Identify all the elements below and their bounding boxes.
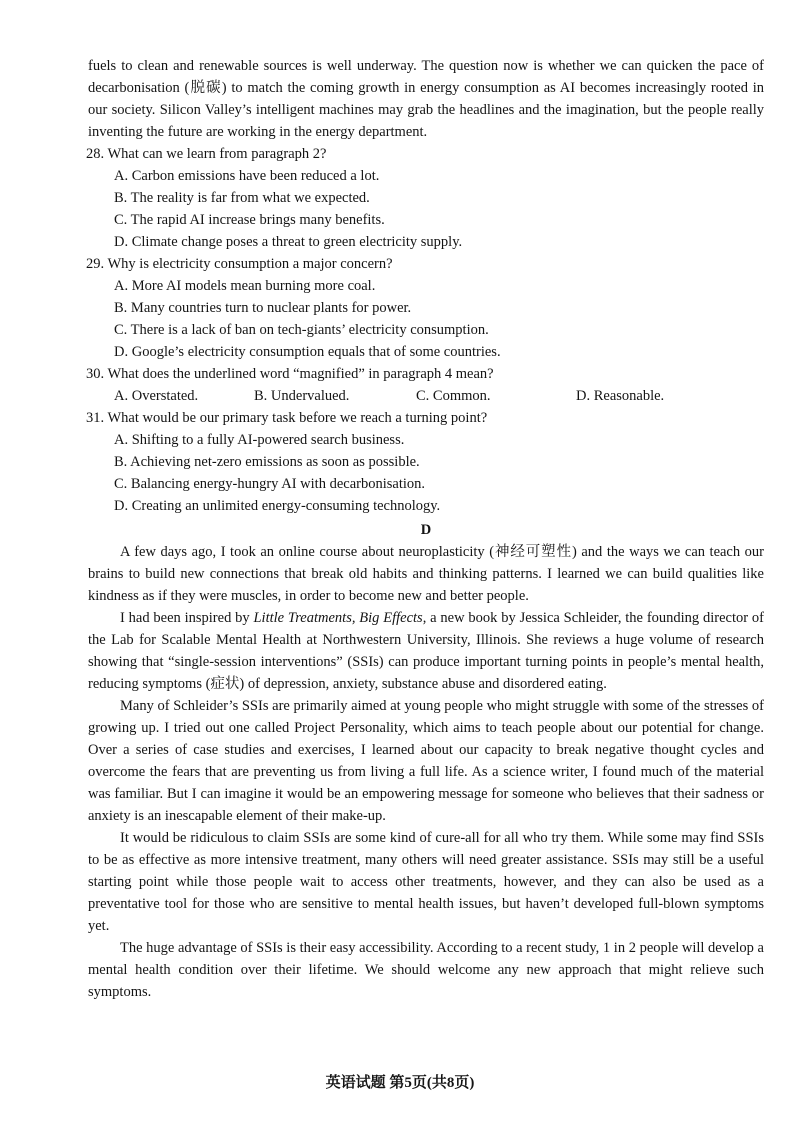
passage-d-paragraph-2 [88,607,764,695]
option-d: D. Creating an unlimited energy-consuming technology. [114,498,441,514]
option-a: A. Overstated. [114,388,199,404]
option-b: B. Achieving net-zero emissions as soon as possible. [114,454,420,470]
option-d: D. Climate change poses a threat to green electricity supply. [114,234,463,250]
passage-c-ending: fuels to clean and renewable sources is well underway. The question now is whether we can quicken the pace of decarbonisation (脱碳) to match the coming growth in energy consumption as AI becomes increasingly rooted in our society. Silicon Valley’s intelligent machines may grab the headlines and the imagination, but the people really inventing the future are working in the energy department. [88,58,764,140]
question-30 [88,363,764,407]
passage-d-paragraph-5: The huge advantage of SSIs is their easy accessibility. According to a recent study, 1 in 2 people will develop a mental health condition over their lifetime. We should welcome any new approach that might relieve such symptoms. [88,940,764,1000]
section-d-label: D [420,522,432,538]
question-stem: 30. What does the underlined word “magnified” in paragraph 4 mean? [86,366,494,382]
option-d: D. Google’s electricity consumption equals that of some countries. [114,344,501,360]
option-a: A. More AI models mean burning more coal. [114,278,376,294]
option-d: D. Reasonable. [576,388,665,404]
option-c: C. Common. [416,388,491,404]
paragraph-text: , a new book by Jessica Schleider, the founding director of the Lab for Scalable Mental Health at Northwestern University, Illinois. She reviews a huge volume of research showing that “single-session interventions” (SSIs) can produce important turning points in people’s mental health, reducing symptoms (症状) of depression, anxiety, substance abuse and disordered eating. [88,610,764,692]
question-stem: 29. Why is electricity consumption a major concern? [86,256,393,272]
option-c: C. There is a lack of ban on tech-giants’ electricity consumption. [114,322,489,338]
option-b: B. Undervalued. [254,388,350,404]
option-a: A. Shifting to a fully AI-powered search business. [114,432,405,448]
question-31 [88,407,764,517]
passage-d-paragraph-3: Many of Schleider’s SSIs are primarily aimed at young people who might struggle with some of the stresses of growing up. I tried out one called Project Personality, which aims to teach people about our potential for change. Over a series of case studies and exercises, I learned about our capacity to break negative thought cycles and overcome the fears that are preventing us from living a full life. As a science writer, I found much of the material was familiar. But I can imagine it would be an empowering message for someone who believes that their sadness or anxiety is an inescapable element of their make-up. [88,698,764,824]
option-a: A. Carbon emissions have been reduced a lot. [114,168,380,184]
question-stem: 28. What can we learn from paragraph 2? [86,146,327,162]
question-stem: 31. What would be our primary task before we reach a turning point? [86,410,488,426]
option-c: C. Balancing energy-hungry AI with decarbonisation. [114,476,426,492]
book-title: Little Treatments, Big Effects [253,610,423,626]
passage-d-paragraph-4: It would be ridiculous to claim SSIs are some kind of cure-all for all who try them. While some may find SSIs to be as effective as more intensive treatment, many others will need greater assistance. SSIs may still be a useful starting point while those people wait to access other treatments, however, and they can also be used as a preventative tool for those who are sensitive to mental health issues, but haven’t developed full-blown symptoms yet. [88,830,764,934]
paragraph-text: I had been inspired by [120,610,254,626]
options-row [114,385,764,407]
option-b: B. Many countries turn to nuclear plants for power. [114,300,412,316]
option-c: C. The rapid AI increase brings many benefits. [114,212,385,228]
question-29 [88,253,764,363]
page-footer: 英语试题 第5页(共8页) [325,1075,475,1091]
passage-d-paragraph-1: A few days ago, I took an online course about neuroplasticity (神经可塑性) and the ways we can teach our brains to build new connections that break old habits and thinking patterns. I learned we can build qualities like kindness as if they were muscles, in order to become new and better people. [88,544,764,604]
option-b: B. The reality is far from what we expected. [114,190,370,206]
question-28 [88,143,764,253]
